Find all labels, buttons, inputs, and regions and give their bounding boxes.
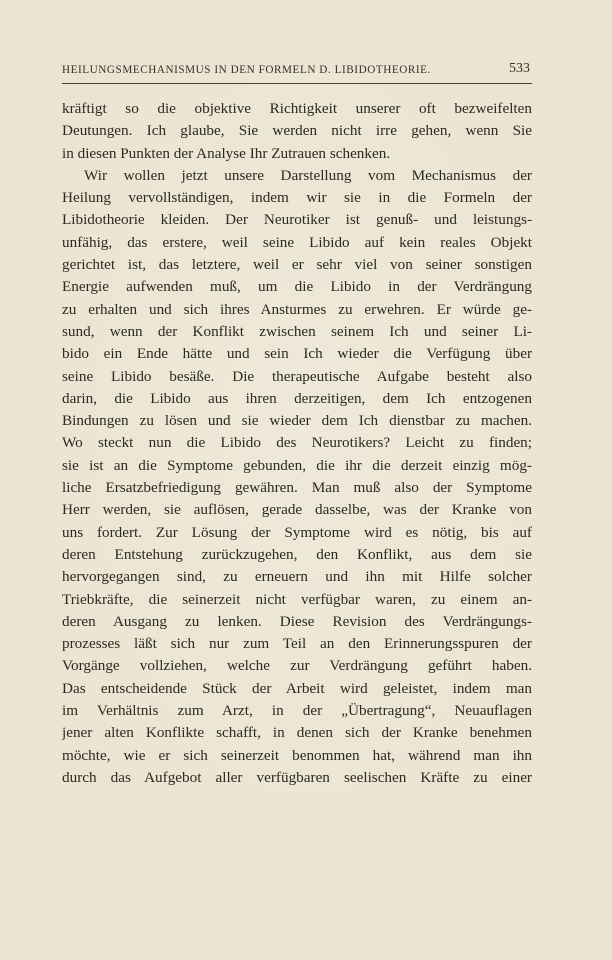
text-line: Wir wollen jetzt unsere Darstellung vom Mechanismus der (84, 166, 532, 184)
text-line: deren Ausgang zu lenken. Diese Revision des Verdrängungs- (62, 612, 532, 630)
running-head: HEILUNGSMECHANISMUS IN DEN FORMELN D. LIBIDOTHEORIE. (62, 64, 431, 76)
page-number: 533 (509, 61, 530, 76)
text-line: durch das Aufgebot aller verfügbaren seelischen Kräfte zu einer (62, 768, 532, 786)
text-line: bido ein Ende hätte und sein Ich wieder die Verfügung über (62, 345, 532, 363)
text-line: sund, wenn der Konflikt zwischen seinem Ich und seiner Li- (62, 322, 532, 340)
body-text (62, 98, 532, 789)
text-line: Deutungen. Ich glaube, Sie werden nicht irre gehen, wenn Sie (62, 122, 532, 140)
text-line: zu erhalten und sich ihres Ansturmes zu erwehren. Er würde ge- (62, 300, 532, 318)
text-line: in diesen Punkten der Analyse Ihr Zutrauen schenken. (62, 144, 391, 162)
text-line: Wo steckt nun die Libido des Neurotikers? Leicht zu finden; (62, 434, 532, 452)
text-line: unfähig, das erstere, weil seine Libido auf kein reales Objekt (62, 233, 532, 251)
text-line: jener alten Konflikte schafft, in denen sich der Kranke benehmen (62, 724, 532, 742)
text-line: gerichtet ist, das letztere, weil er sehr viel von seiner sonstigen (62, 256, 532, 274)
text-line: Vorgänge vollziehen, welche zur Verdrängung geführt haben. (62, 657, 532, 675)
text-line: uns fordert. Zur Lösung der Symptome wird es nötig, bis auf (62, 523, 532, 541)
text-line: hervorgegangen sind, zu erneuern und ihn mit Hilfe solcher (62, 568, 532, 586)
text-line: Triebkräfte, die seinerzeit nicht verfügbar waren, zu einem an- (62, 590, 532, 608)
text-line: prozesses läßt sich nur zum Teil an den Erinnerungsspuren der (62, 635, 532, 653)
text-line: Das entscheidende Stück der Arbeit wird geleistet, indem man (62, 679, 532, 697)
text-line: im Verhältnis zum Arzt, in der „Übertragung“, Neuauflagen (62, 702, 532, 720)
text-line: möchte, wie er sich seinerzeit benommen hat, während man ihn (62, 746, 532, 764)
text-line: sie ist an die Symptome gebunden, die ihr die derzeit einzig mög- (62, 456, 532, 474)
text-line: deren Entstehung zurückzugehen, den Konflikt, aus dem sie (62, 545, 532, 563)
text-line: Libidotheorie kleiden. Der Neurotiker ist genuß- und leistungs- (62, 211, 532, 229)
text-line: kräftigt so die objektive Richtigkeit unserer oft bezweifelten (62, 100, 532, 117)
text-line: liche Ersatzbefriedigung gewähren. Man muß also der Symptome (62, 479, 532, 497)
text-line: darin, die Libido aus ihren derzeitigen, dem Ich entzogenen (62, 389, 532, 407)
page-header (62, 57, 532, 84)
text-line: Energie aufwenden muß, um die Libido in der Verdrängung (62, 278, 532, 296)
text-line: Herr werden, sie auflösen, gerade dasselbe, was der Kranke von (62, 501, 532, 519)
text-line: seine Libido besäße. Die therapeutische Aufgabe besteht also (62, 367, 532, 385)
text-line: Bindungen zu lösen und sie wieder dem Ich dienstbar zu machen. (62, 412, 532, 430)
text-line: Heilung vervollständigen, indem wir sie in die Formeln der (62, 189, 532, 207)
